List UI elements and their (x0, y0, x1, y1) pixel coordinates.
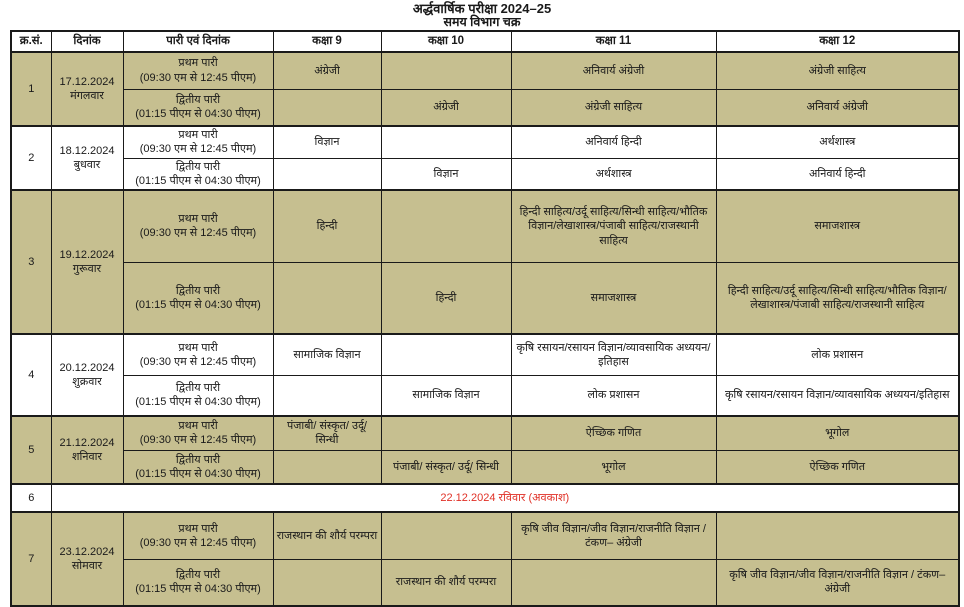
table-row (11, 512, 959, 559)
shift-time: (09:30 एम से 12:45 पीएम) (139, 143, 257, 156)
shift-time: (01:15 पीएम से 04:30 पीएम) (135, 583, 261, 596)
holiday-cell: 22.12.2024 रविवार (अवकाश) (51, 484, 959, 512)
shift-time: (01:15 पीएम से 04:30 पीएम) (135, 108, 261, 121)
subject-cell (273, 559, 381, 606)
table-row (11, 559, 959, 606)
shift-time: (09:30 एम से 12:45 पीएम) (139, 434, 257, 447)
subject-cell: हिन्दी (273, 190, 381, 262)
subject-cell: राजस्थान की शौर्य परम्परा (273, 512, 381, 559)
date-cell (51, 190, 123, 334)
col-header-class9: कक्षा 9 (273, 31, 381, 52)
subject-cell: अर्थशास्त्र (511, 158, 716, 190)
serial-cell: 2 (11, 126, 51, 190)
date-value: 18.12.2024 (59, 144, 115, 157)
shift-cell (123, 512, 273, 559)
subject-cell: हिन्दी साहित्य/उर्दू साहित्य/सिन्धी साहित्य/भौतिक विज्ञान/लेखाशास्त्र/पंजाबी साहित्य/राजस्थानी साहित्य (716, 262, 959, 334)
shift-cell (123, 89, 273, 126)
subject-cell: अर्थशास्त्र (716, 126, 959, 158)
table-row (11, 450, 959, 484)
subject-cell: अनिवार्य हिन्दी (716, 158, 959, 190)
subject-cell: ऐच्छिक गणित (716, 450, 959, 484)
subject-cell: अनिवार्य अंग्रेजी (716, 89, 959, 126)
subject-cell: अनिवार्य अंग्रेजी (511, 52, 716, 89)
day-value: गुरूवार (72, 263, 102, 276)
date-cell (51, 334, 123, 416)
subject-cell: ऐच्छिक गणित (511, 416, 716, 450)
subject-cell: सामाजिक विज्ञान (273, 334, 381, 375)
shift-time: (09:30 एम से 12:45 पीएम) (139, 71, 257, 84)
subject-cell: पंजाबी/ संस्कृत/ उर्दू/ सिन्धी (273, 416, 381, 450)
shift-label: द्वितीय पारी (175, 382, 221, 395)
shift-label: प्रथम पारी (178, 420, 218, 433)
serial-cell: 1 (11, 52, 51, 126)
subject-cell (381, 416, 511, 450)
shift-cell (123, 375, 273, 416)
subject-cell (381, 126, 511, 158)
shift-label: द्वितीय पारी (175, 93, 221, 106)
date-value: 21.12.2024 (59, 436, 115, 449)
shift-label: द्वितीय पारी (175, 284, 221, 297)
subject-cell: कृषि जीव विज्ञान/जीव विज्ञान/राजनीति विज्ञान / टंकण– अंग्रेजी (511, 512, 716, 559)
serial-cell: 7 (11, 512, 51, 606)
table-row (11, 52, 959, 89)
shift-cell (123, 52, 273, 89)
day-value: बुधवार (73, 159, 101, 172)
subject-cell: अंग्रेजी साहित्य (716, 52, 959, 89)
subject-cell: हिन्दी (381, 262, 511, 334)
subject-cell: विज्ञान (273, 126, 381, 158)
table-row (11, 262, 959, 334)
subject-cell (273, 375, 381, 416)
day-value: सोमवार (71, 560, 103, 573)
subject-cell: अंग्रेजी (381, 89, 511, 126)
shift-time: (01:15 पीएम से 04:30 पीएम) (135, 174, 261, 187)
shift-label: द्वितीय पारी (175, 453, 221, 466)
shift-time: (01:15 पीएम से 04:30 पीएम) (135, 467, 261, 480)
subject-cell: लोक प्रशासन (511, 375, 716, 416)
subject-cell: विज्ञान (381, 158, 511, 190)
page-title: अर्द्धवार्षिक परीक्षा 2024–25 (412, 1, 552, 16)
date-cell (51, 416, 123, 484)
subject-cell (381, 190, 511, 262)
shift-label: प्रथम पारी (178, 57, 218, 70)
shift-label: प्रथम पारी (178, 129, 218, 141)
day-value: शनिवार (72, 451, 102, 464)
shift-cell (123, 262, 273, 334)
subject-cell (716, 512, 959, 559)
shift-cell (123, 158, 273, 190)
col-header-sno: क्र.सं. (11, 31, 51, 52)
table-row (11, 126, 959, 158)
subject-cell: कृषि रसायन/रसायन विज्ञान/व्यावसायिक अध्ययन/इतिहास (511, 334, 716, 375)
subject-cell: समाजशास्त्र (511, 262, 716, 334)
shift-cell (123, 416, 273, 450)
table-row (11, 190, 959, 262)
subject-cell (381, 52, 511, 89)
subject-cell (273, 158, 381, 190)
timetable (10, 30, 960, 607)
subject-cell: हिन्दी साहित्य/उर्दू साहित्य/सिन्धी साहित्य/भौतिक विज्ञान/लेखाशास्त्र/पंजाबी साहित्य/राजस्थानी साहित्य (511, 190, 716, 262)
date-value: 20.12.2024 (59, 361, 115, 374)
date-cell (51, 512, 123, 606)
col-header-shift: पारी एवं दिनांक (123, 31, 273, 52)
col-header-class10: कक्षा 10 (381, 31, 511, 52)
subject-cell: भूगोल (511, 450, 716, 484)
col-header-class12: कक्षा 12 (716, 31, 959, 52)
shift-cell (123, 334, 273, 375)
date-value: 17.12.2024 (59, 75, 115, 88)
date-value: 23.12.2024 (59, 545, 115, 558)
day-value: मंगलवार (70, 90, 104, 102)
subject-cell: भूगोल (716, 416, 959, 450)
page-subtitle: समय विभाग चक्र (443, 15, 521, 29)
serial-cell: 3 (11, 190, 51, 334)
date-cell (51, 126, 123, 190)
subject-cell: पंजाबी/ संस्कृत/ उर्दू/ सिन्धी (381, 450, 511, 484)
subject-cell (273, 262, 381, 334)
shift-time: (09:30 एम से 12:45 पीएम) (139, 355, 257, 368)
subject-cell: कृषि रसायन/रसायन विज्ञान/व्यावसायिक अध्ययन/इतिहास (716, 375, 959, 416)
subject-cell: सामाजिक विज्ञान (381, 375, 511, 416)
shift-time: (01:15 पीएम से 04:30 पीएम) (135, 298, 261, 311)
shift-label: द्वितीय पारी (175, 569, 221, 582)
shift-label: प्रथम पारी (178, 522, 218, 535)
shift-time: (01:15 पीएम से 04:30 पीएम) (135, 396, 261, 409)
holiday-row (11, 484, 959, 512)
shift-cell (123, 190, 273, 262)
subject-cell: लोक प्रशासन (716, 334, 959, 375)
table-row (11, 416, 959, 450)
serial-cell: 5 (11, 416, 51, 484)
subject-cell: अनिवार्य हिन्दी (511, 126, 716, 158)
date-value: 19.12.2024 (59, 248, 115, 261)
header-row (11, 31, 959, 52)
subject-cell: अंग्रेजी साहित्य (511, 89, 716, 126)
shift-time: (09:30 एम से 12:45 पीएम) (139, 536, 257, 549)
day-value: शुक्रवार (72, 376, 102, 389)
subject-cell: अंग्रेजी (273, 52, 381, 89)
subject-cell: राजस्थान की शौर्य परम्परा (381, 559, 511, 606)
subject-cell (381, 334, 511, 375)
subject-cell: समाजशास्त्र (716, 190, 959, 262)
table-row (11, 375, 959, 416)
shift-cell (123, 450, 273, 484)
shift-cell (123, 126, 273, 158)
shift-label: द्वितीय पारी (175, 160, 221, 173)
serial-cell: 4 (11, 334, 51, 416)
serial-cell: 6 (11, 484, 51, 512)
shift-time: (09:30 एम से 12:45 पीएम) (139, 227, 257, 240)
col-header-date: दिनांक (51, 31, 123, 52)
shift-cell (123, 559, 273, 606)
subject-cell: कृषि जीव विज्ञान/जीव विज्ञान/राजनीति विज्ञान / टंकण– अंग्रेजी (716, 559, 959, 606)
subject-cell (511, 559, 716, 606)
table-row (11, 158, 959, 190)
shift-label: प्रथम पारी (178, 341, 218, 354)
date-cell (51, 52, 123, 126)
col-header-class11: कक्षा 11 (511, 31, 716, 52)
shift-label: प्रथम पारी (178, 213, 218, 226)
title-block (0, 0, 964, 29)
subject-cell (273, 450, 381, 484)
table-row (11, 89, 959, 126)
subject-cell (381, 512, 511, 559)
table-row (11, 334, 959, 375)
subject-cell (273, 89, 381, 126)
